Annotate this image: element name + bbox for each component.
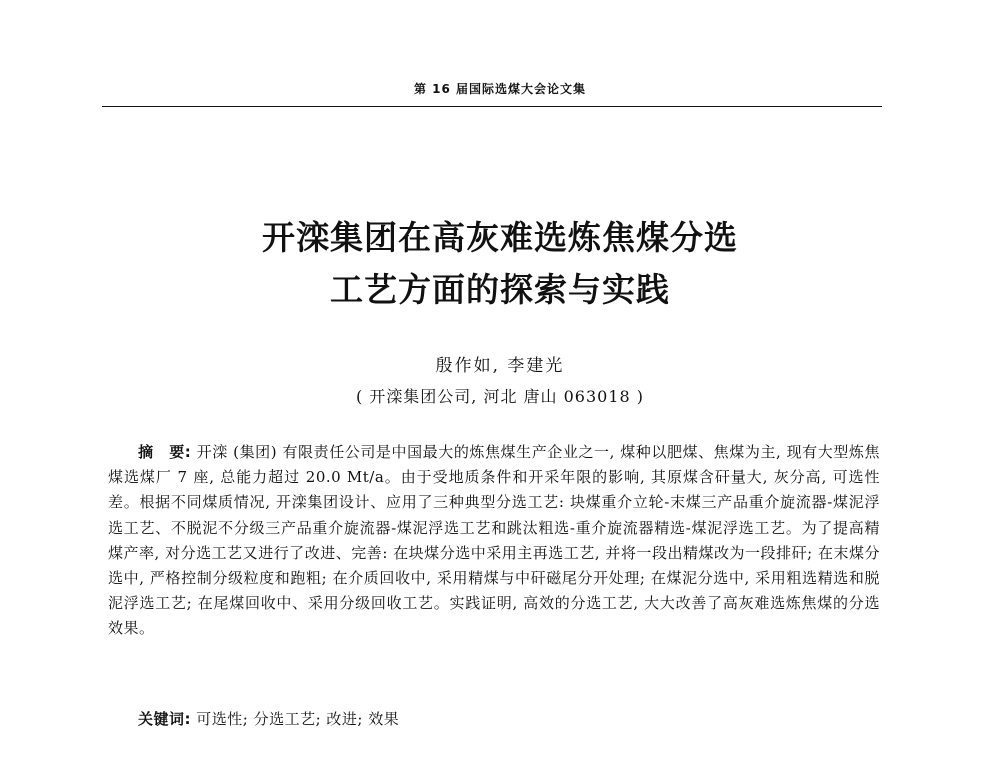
keywords (138, 708, 399, 729)
abstract-label: 摘 要: (138, 443, 192, 461)
abstract (108, 440, 880, 642)
title-line-1: 开滦集团在高灰难选炼焦煤分选 (262, 218, 738, 257)
keywords-text: 可选性; 分选工艺; 改进; 效果 (196, 710, 400, 728)
title-line-2: 工艺方面的探索与实践 (330, 270, 670, 309)
paper-title (0, 212, 1000, 316)
authors: 殷作如, 李建光 (435, 356, 565, 376)
running-header: 第 16 届国际选煤大会论文集 (413, 82, 587, 96)
header-rule (102, 106, 882, 107)
keywords-label: 关键词: (138, 710, 191, 728)
affiliation: ( 开滦集团公司, 河北 唐山 063018 ) (355, 387, 645, 406)
abstract-text: 开滦 (集团) 有限责任公司是中国最大的炼焦煤生产企业之一, 煤种以肥煤、焦煤为主, 现有大型炼焦煤选煤厂 7 座, 总能力超过 20.0 Mt/a。由于受地质条件和开采年限的影响, 其原煤含矸量大, 灰分高, 可选性差。根据不同煤质情况, 开滦集团设计、应用了三种典型分选工艺: 块煤重介立轮-末煤三产品重介旋流器-煤泥浮选工艺、不脱泥不分级三产品重介旋流器-煤泥浮选工艺和跳汰粗选-重介旋流器精选-煤泥浮选工艺。为了提高精煤产率, 对分选工艺又进行了改进、完善: 在块煤分选中采用主再选工艺, 并将一段出精煤改为一段排矸; 在末煤分选中, 严格控制分级粒度和跑粗; 在介质回收中, 采用精煤与中矸磁尾分开处理; 在煤泥分选中, 采用粗选精选和脱泥浮选工艺; 在尾煤回收中、采用分级回收工艺。实践证明, 高效的分选工艺, 大大改善了高灰难选炼焦煤的分选效果。 (108, 443, 880, 638)
